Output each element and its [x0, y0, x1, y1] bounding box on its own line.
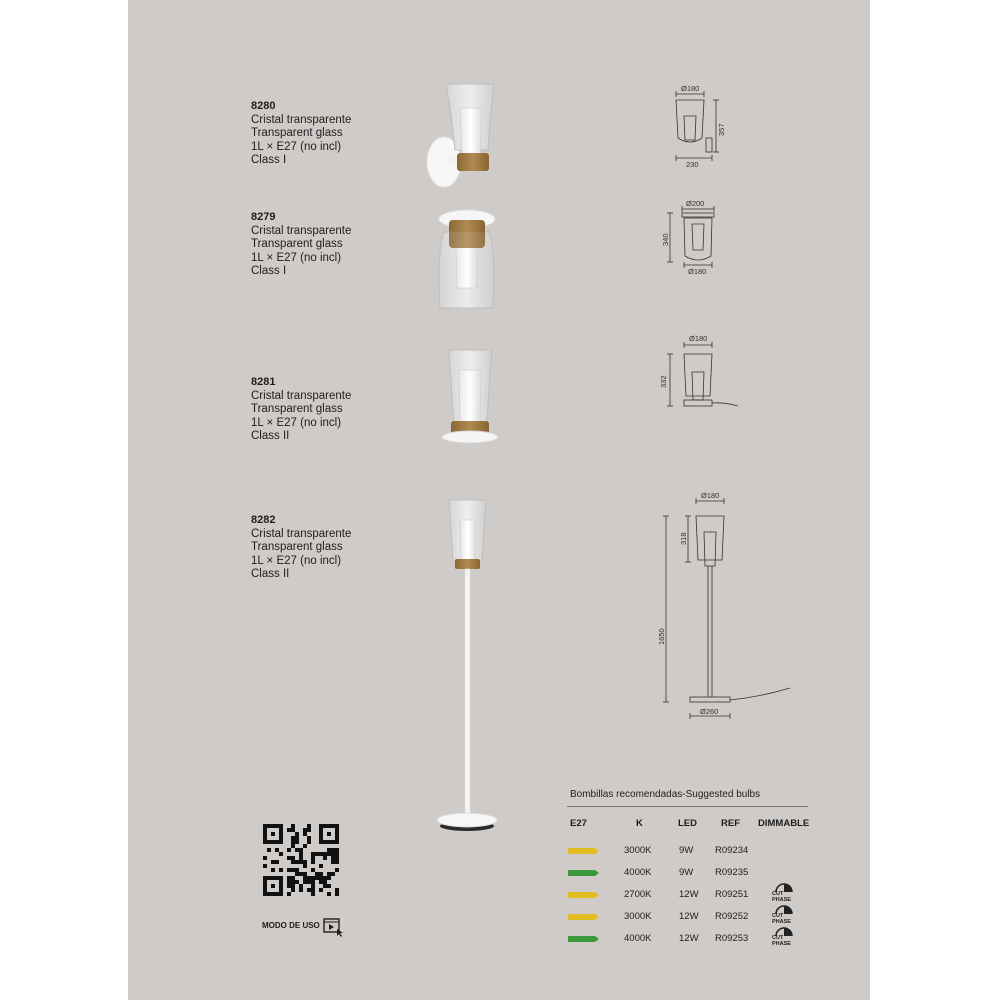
product-line: Transparent glass [251, 403, 343, 416]
dim-8280-depth: 230 [686, 160, 699, 169]
dim-8281-height: 332 [659, 375, 668, 388]
bulbs-header-e27: E27 [570, 818, 587, 829]
product-line: 1L × E27 (no incl) [251, 251, 342, 264]
bulb-color-arrow-icon [568, 869, 600, 877]
drawing-8282 [663, 498, 790, 719]
product-line: 1L × E27 (no incl) [251, 140, 342, 153]
bulb-color-arrow-icon [568, 913, 600, 921]
product-line: Cristal transparente [251, 389, 352, 402]
bulb-row [0, 911, 1000, 929]
phase-label: PHASE [772, 918, 791, 925]
product-line: Cristal transparente [251, 224, 352, 237]
dim-8279-top-diameter: Ø200 [686, 199, 705, 208]
bulbs-divider [567, 806, 808, 807]
product-line: Class II [251, 430, 290, 443]
cut-label: CUT [772, 913, 784, 919]
bulbs-header-ref: REF [721, 818, 740, 829]
bulb-ref: R09235 [715, 867, 749, 878]
lamp-8279-photo [439, 210, 495, 308]
bulb-color-arrow-icon [568, 847, 600, 855]
product-line: Cristal transparente [251, 113, 352, 126]
bulb-color-arrow-icon [568, 891, 600, 899]
product-line: Class I [251, 265, 287, 278]
cut-phase-dimmable-icon [770, 905, 796, 925]
bulb-ref: R09234 [715, 845, 749, 856]
manual-label: MODO DE USO [262, 921, 320, 930]
bulb-led-power: 12W [679, 911, 699, 922]
drawing-8280 [676, 91, 719, 161]
bulb-kelvin: 3000K [624, 911, 652, 922]
bulb-row [0, 889, 1000, 907]
bulb-kelvin: 4000K [624, 867, 652, 878]
bulb-row [0, 845, 1000, 863]
product-code: 8282 [251, 514, 276, 526]
video-play-icon[interactable] [323, 916, 345, 938]
bulbs-title: Bombillas recomendadas-Suggested bulbs [570, 789, 761, 800]
product-line: Transparent glass [251, 541, 343, 554]
bulb-ref: R09251 [715, 889, 749, 900]
lamp-8281-photo [442, 350, 498, 443]
product-line: Class I [251, 154, 287, 167]
phase-label: PHASE [772, 940, 791, 947]
bulb-led-power: 9W [679, 845, 694, 856]
lamp-8280-photo [427, 84, 494, 187]
product-line: 1L × E27 (no incl) [251, 416, 342, 429]
dim-8282-base-diameter: Ø260 [700, 707, 719, 716]
bulb-ref: R09252 [715, 911, 749, 922]
bulb-led-power: 12W [679, 889, 699, 900]
bulb-color-arrow-icon [568, 935, 600, 943]
bulbs-header-dimmable: DIMMABLE [758, 818, 810, 829]
lamp-8282-photo [437, 500, 497, 831]
dim-8282-diameter: Ø180 [701, 491, 720, 500]
bulb-row [0, 933, 1000, 951]
product-code: 8281 [251, 376, 276, 388]
bulbs-header-led: LED [678, 818, 697, 829]
product-code: 8279 [251, 211, 276, 223]
dim-8282-shade-height: 318 [679, 532, 688, 545]
dim-8280-diameter: Ø180 [681, 84, 700, 93]
cut-label: CUT [772, 891, 784, 897]
drawing-8279 [667, 206, 714, 268]
bulb-led-power: 12W [679, 933, 699, 944]
bulb-kelvin: 4000K [624, 933, 652, 944]
cut-phase-dimmable-icon [770, 883, 796, 903]
cut-phase-dimmable-icon [770, 927, 796, 947]
bulb-kelvin: 2700K [624, 889, 652, 900]
dim-8280-height: 357 [717, 123, 726, 136]
dim-8281-diameter: Ø180 [689, 334, 708, 343]
cut-label: CUT [772, 935, 784, 941]
bulb-led-power: 9W [679, 867, 694, 878]
dim-8279-height: 340 [661, 233, 670, 246]
dim-8279-bottom-diameter: Ø180 [688, 267, 707, 276]
product-code: 8280 [251, 100, 276, 112]
bulbs-header-k: K [636, 818, 643, 829]
product-line: Transparent glass [251, 238, 343, 251]
product-line: Transparent glass [251, 127, 343, 140]
qr-code-icon [263, 824, 339, 896]
product-line: Class II [251, 568, 290, 581]
drawing-8281 [667, 342, 738, 406]
product-line: 1L × E27 (no incl) [251, 554, 342, 567]
bulb-row [0, 867, 1000, 885]
phase-label: PHASE [772, 896, 791, 903]
bulb-ref: R09253 [715, 933, 749, 944]
bulb-kelvin: 3000K [624, 845, 652, 856]
dim-8282-total-height: 1650 [657, 628, 666, 645]
product-line: Cristal transparente [251, 527, 352, 540]
